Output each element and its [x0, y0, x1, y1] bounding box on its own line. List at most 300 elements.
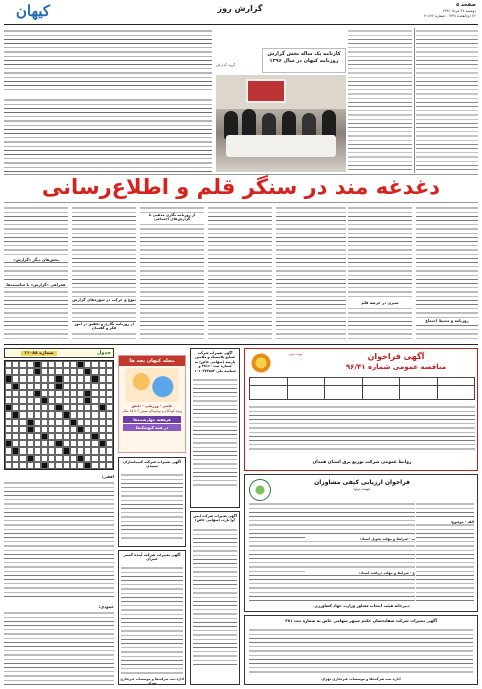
crossword-cell	[77, 455, 84, 462]
consultant-body-main	[249, 501, 415, 601]
down-clues	[4, 610, 114, 685]
crossword-cell	[12, 447, 19, 454]
kids-line-4: در همه کیوسک‌ها	[123, 424, 181, 431]
crossword-cell[interactable]	[84, 426, 91, 433]
crossword-cell[interactable]	[48, 462, 55, 469]
notice-change-5	[244, 615, 478, 685]
crossword-cell[interactable]	[27, 397, 34, 404]
crossword-cell[interactable]	[91, 419, 98, 426]
crossword-cell[interactable]	[91, 426, 98, 433]
crossword-cell[interactable]	[41, 426, 48, 433]
crossword-cell[interactable]	[77, 397, 84, 404]
crossword-cell	[77, 426, 84, 433]
crossword-cell[interactable]	[84, 447, 91, 454]
crossword-cell[interactable]	[63, 404, 70, 411]
crossword-cell[interactable]	[48, 440, 55, 447]
crossword-cell[interactable]	[106, 368, 113, 375]
crossword-cell[interactable]	[5, 368, 12, 375]
notice-change-3-title: آگهی تغییرات شرکت آینده گستر عمران	[123, 553, 181, 561]
crossword-cell[interactable]	[55, 447, 62, 454]
crossword-cell[interactable]	[5, 361, 12, 368]
crossword-cell[interactable]	[99, 462, 106, 469]
crossword-cell[interactable]	[77, 390, 84, 397]
puzzle-number: شماره ۱۱۰۸۸	[21, 351, 57, 356]
crossword-cell[interactable]	[27, 361, 34, 368]
crossword-cell[interactable]	[19, 440, 26, 447]
crossword-cell[interactable]	[12, 368, 19, 375]
crossword-cell[interactable]	[91, 455, 98, 462]
crossword-cell[interactable]	[77, 440, 84, 447]
consultant-note-c: ج - شرایط و مهلت دریافت اسناد:	[305, 571, 415, 575]
crossword-cell[interactable]	[84, 411, 91, 418]
crossword-cell[interactable]	[41, 390, 48, 397]
crossword-cell[interactable]	[34, 447, 41, 454]
crossword-cell[interactable]	[48, 383, 55, 390]
section-title: گزارش روز	[217, 4, 263, 13]
crossword-cell[interactable]	[55, 462, 62, 469]
crossword-cell[interactable]	[99, 397, 106, 404]
right-column-text	[416, 28, 478, 173]
crossword-cell[interactable]	[77, 383, 84, 390]
crossword-cell[interactable]	[106, 383, 113, 390]
crossword-cell	[55, 440, 62, 447]
crossword-cell[interactable]	[12, 397, 19, 404]
crossword-cell[interactable]	[106, 447, 113, 454]
crossword-cell[interactable]	[55, 411, 62, 418]
crossword-cell[interactable]	[106, 433, 113, 440]
crossword-cell[interactable]	[48, 390, 55, 397]
crossword-cell[interactable]	[55, 419, 62, 426]
crossword-cell[interactable]	[12, 404, 19, 411]
crossword-cell[interactable]	[91, 404, 98, 411]
crossword-cell[interactable]	[77, 375, 84, 382]
crossword-cell[interactable]	[48, 361, 55, 368]
crossword-cell[interactable]	[5, 383, 12, 390]
crossword-grid[interactable]	[4, 360, 114, 470]
crossword-cell	[34, 361, 41, 368]
crossword-cell[interactable]	[99, 375, 106, 382]
intro-text-2	[4, 97, 212, 173]
crossword-cell[interactable]	[48, 404, 55, 411]
crossword-cell[interactable]	[55, 455, 62, 462]
crossword-cell[interactable]	[19, 455, 26, 462]
consultant-subtitle: (نوبت دوم)	[353, 487, 371, 491]
header-rule	[4, 24, 478, 25]
puzzle-header	[4, 348, 114, 358]
crossword-cell[interactable]	[55, 426, 62, 433]
crossword-cell[interactable]	[48, 411, 55, 418]
crossword-cell	[27, 419, 34, 426]
crossword-cell[interactable]	[12, 440, 19, 447]
crossword-cell[interactable]	[27, 411, 34, 418]
crossword-cell[interactable]	[84, 419, 91, 426]
body-col-5	[276, 205, 346, 342]
consultant-body-right	[416, 501, 474, 601]
crossword-cell[interactable]	[5, 455, 12, 462]
crossword-cell[interactable]	[63, 375, 70, 382]
crossword-cell[interactable]	[63, 390, 70, 397]
crossword-cell[interactable]	[12, 455, 19, 462]
crossword-cell[interactable]	[48, 419, 55, 426]
tender-table	[249, 377, 475, 400]
crossword-cell[interactable]	[99, 411, 106, 418]
tender-subtitle: مناقصه عمومی شماره ۹۶/۴۱	[345, 363, 447, 371]
crossword-cell[interactable]	[99, 361, 106, 368]
crossword-cell[interactable]	[19, 375, 26, 382]
crossword-cell[interactable]	[91, 361, 98, 368]
crossword-cell[interactable]	[84, 404, 91, 411]
crossword-cell[interactable]	[41, 455, 48, 462]
crossword-cell	[63, 411, 70, 418]
crossword-cell[interactable]	[63, 368, 70, 375]
kids-line-3: هرهفته چهارشنبه‌ها	[123, 416, 181, 423]
crossword-cell[interactable]	[41, 375, 48, 382]
crossword-cell[interactable]	[55, 390, 62, 397]
crossword-cell	[55, 375, 62, 382]
crossword-cell[interactable]	[106, 397, 113, 404]
crossword-cell[interactable]	[70, 440, 77, 447]
crossword-cell[interactable]	[5, 447, 12, 454]
crossword-cell[interactable]	[106, 390, 113, 397]
crossword-cell	[63, 447, 70, 454]
crossword-cell[interactable]	[70, 447, 77, 454]
crossword-cell[interactable]	[27, 390, 34, 397]
crossword-cell	[34, 390, 41, 397]
crossword-cell[interactable]	[77, 419, 84, 426]
feature-caption: کارنامه یک ساله بخش گزارش روزنامه کیهان در سال ۱۳۹۶	[262, 48, 346, 73]
crossword-cell[interactable]	[19, 404, 26, 411]
crossword-cell[interactable]	[41, 368, 48, 375]
crossword-cell[interactable]	[63, 440, 70, 447]
crossword-cell[interactable]	[70, 375, 77, 382]
across-label: افقی:	[101, 474, 114, 479]
tender-table-header	[250, 378, 475, 386]
crossword-cell[interactable]	[19, 361, 26, 368]
crossword-cell[interactable]	[34, 375, 41, 382]
crossword-cell[interactable]	[41, 383, 48, 390]
body-col-4	[208, 205, 272, 342]
crossword-cell[interactable]	[41, 411, 48, 418]
crossword-cell[interactable]	[41, 440, 48, 447]
crossword-cell[interactable]	[48, 447, 55, 454]
puzzle-title: جدول	[97, 350, 111, 356]
crossword-cell[interactable]	[48, 426, 55, 433]
crossword-cell[interactable]	[19, 462, 26, 469]
crossword-cell[interactable]	[19, 433, 26, 440]
crossword-cell[interactable]	[12, 433, 19, 440]
crossword-cell[interactable]	[70, 397, 77, 404]
notice-change-1	[190, 348, 240, 508]
crossword-cell[interactable]	[19, 368, 26, 375]
notice-change-3-body	[121, 565, 183, 675]
tender-table-row	[250, 386, 475, 400]
crossword-cell[interactable]	[12, 375, 19, 382]
crossword-cell[interactable]	[70, 404, 77, 411]
page-number: صفحه ۵	[456, 2, 476, 8]
crossword-cell[interactable]	[55, 433, 62, 440]
crossword-cell[interactable]	[106, 411, 113, 418]
consultant-note-a: الف - موضوع:	[416, 520, 474, 524]
crossword-cell[interactable]	[99, 433, 106, 440]
tender-body	[249, 404, 475, 452]
crossword-cell[interactable]	[70, 433, 77, 440]
crossword-cell	[84, 390, 91, 397]
crossword-cell[interactable]	[91, 447, 98, 454]
crossword-cell[interactable]	[41, 447, 48, 454]
crossword-cell[interactable]	[12, 426, 19, 433]
crossword-cell[interactable]	[27, 447, 34, 454]
crossword-cell[interactable]	[84, 361, 91, 368]
crossword-cell[interactable]	[70, 455, 77, 462]
notice-change-4-body	[193, 527, 237, 667]
crossword-cell[interactable]	[34, 440, 41, 447]
crossword-cell[interactable]	[5, 462, 12, 469]
crossword-cell[interactable]	[106, 455, 113, 462]
crossword-cell[interactable]	[27, 440, 34, 447]
crossword-cell[interactable]	[106, 375, 113, 382]
crossword-cell[interactable]	[77, 404, 84, 411]
crossword-cell[interactable]	[34, 383, 41, 390]
crossword-cell[interactable]	[55, 361, 62, 368]
crossword-cell[interactable]	[77, 462, 84, 469]
tender-logo	[249, 353, 273, 373]
crossword-cell	[84, 397, 91, 404]
body-subhead-right-2: سیری در عرصه قلم	[348, 300, 412, 305]
crossword-cell[interactable]	[84, 440, 91, 447]
crossword-cell[interactable]	[63, 433, 70, 440]
crossword-cell	[27, 455, 34, 462]
kids-illustration	[125, 368, 179, 402]
crossword-cell[interactable]	[55, 397, 62, 404]
crossword-cell[interactable]	[34, 433, 41, 440]
crossword-cell[interactable]	[19, 383, 26, 390]
crossword-cell[interactable]	[77, 411, 84, 418]
crossword-cell[interactable]	[41, 419, 48, 426]
crossword-cell[interactable]	[99, 447, 106, 454]
crossword-cell	[41, 433, 48, 440]
crossword-cell[interactable]	[77, 447, 84, 454]
down-label: عمودی:	[80, 604, 114, 609]
crossword-cell[interactable]	[12, 419, 19, 426]
kids-line-1: علمی - ورزشی - دانش	[131, 404, 173, 408]
body-col-1	[4, 205, 68, 342]
crossword-cell[interactable]	[106, 419, 113, 426]
crossword-cell[interactable]	[55, 368, 62, 375]
photo-person	[242, 109, 256, 137]
crossword-cell[interactable]	[106, 440, 113, 447]
crossword-cell[interactable]	[19, 411, 26, 418]
body-subhead-mid: از روزنامه نگاری مذهبی تا گزارش‌های اجتماعی	[140, 213, 204, 221]
crossword-cell	[5, 440, 12, 447]
crossword-cell[interactable]	[91, 390, 98, 397]
crossword-cell[interactable]	[70, 426, 77, 433]
crossword-cell[interactable]	[19, 419, 26, 426]
headline-rule-bottom	[4, 202, 478, 203]
body-subhead-left-4: از روزنامه نگاری و تحقیق در امور فکر و گفتمان	[72, 322, 136, 330]
notice-change-1-body	[193, 377, 237, 487]
photo-table	[226, 135, 336, 157]
crossword-cell[interactable]	[99, 426, 106, 433]
crossword-cell[interactable]	[19, 390, 26, 397]
kids-magazine-ad	[118, 355, 186, 453]
crossword-cell[interactable]	[63, 419, 70, 426]
notice-change-5-title: آگهی تغییرات شرکت شفابخشان حکیم سپهر سهامی خاص به شماره ثبت ۳۸۱	[285, 618, 437, 623]
crossword-cell[interactable]	[34, 462, 41, 469]
notice-change-4-title: آگهی تغییرات شرکت ایمن آوا پارت (سهامی خاص)	[193, 514, 237, 523]
crossword-cell[interactable]	[5, 390, 12, 397]
notice-change-3-office: اداره ثبت شرکت‌ها و موسسات غیرتجاری تهران	[119, 677, 185, 685]
crossword-cell[interactable]	[12, 361, 19, 368]
crossword-cell[interactable]	[106, 426, 113, 433]
crossword-cell[interactable]	[34, 411, 41, 418]
crossword-cell	[5, 404, 12, 411]
body-col-6	[348, 205, 412, 342]
crossword-cell[interactable]	[70, 411, 77, 418]
crossword-cell[interactable]	[70, 462, 77, 469]
crossword-cell	[41, 397, 48, 404]
crossword-cell[interactable]	[41, 404, 48, 411]
body-subhead-left: بخش‌های دیگر «گزارش»	[4, 257, 68, 262]
consultant-ad	[244, 474, 478, 612]
crossword-cell[interactable]	[70, 390, 77, 397]
column-rule-1	[414, 28, 415, 173]
crossword-cell[interactable]	[12, 462, 19, 469]
newspaper-logo: کیهان	[15, 2, 51, 20]
crossword-cell	[55, 383, 62, 390]
crossword-cell[interactable]	[99, 419, 106, 426]
body-subhead-left-3: همراهی «گزارش» با مناسبت‌ها	[4, 282, 68, 287]
tender-ad	[244, 348, 478, 471]
crossword-cell[interactable]	[34, 426, 41, 433]
crossword-cell[interactable]	[70, 361, 77, 368]
crossword-cell	[91, 375, 98, 382]
crossword-cell[interactable]	[34, 419, 41, 426]
notice-change-2-title: آگهی تغییرات شرکت کیمیاسازان سپیدی	[122, 460, 182, 468]
notice-change-3	[118, 550, 186, 685]
crossword-cell[interactable]	[77, 368, 84, 375]
crossword-cell[interactable]	[106, 404, 113, 411]
crossword-cell[interactable]	[27, 368, 34, 375]
crossword-cell[interactable]	[91, 397, 98, 404]
crossword-cell[interactable]	[84, 455, 91, 462]
crossword-cell[interactable]	[27, 375, 34, 382]
crossword-cell[interactable]	[5, 397, 12, 404]
crossword-cell[interactable]	[34, 455, 41, 462]
crossword-cell[interactable]	[5, 426, 12, 433]
tender-footer: روابط عمومی شرکت توزیع برق استان همدان	[312, 460, 412, 465]
crossword-cell	[41, 462, 48, 469]
crossword-cell[interactable]	[48, 375, 55, 382]
notice-change-2	[118, 457, 186, 547]
crossword-cell[interactable]	[63, 383, 70, 390]
crossword-cell[interactable]	[84, 375, 91, 382]
crossword-cell	[91, 433, 98, 440]
crossword-cell[interactable]	[99, 455, 106, 462]
across-clues	[4, 480, 114, 600]
crossword-cell[interactable]	[19, 426, 26, 433]
crossword-cell[interactable]	[99, 383, 106, 390]
crossword-cell[interactable]	[106, 462, 113, 469]
issue-number: ۲۶ ذی‌القعده ۱۴۳۸ - شماره ۲۱۶۷۶	[424, 14, 476, 18]
crossword-cell[interactable]	[48, 368, 55, 375]
crossword-cell	[99, 404, 106, 411]
tender-round: نوبت دوم	[289, 352, 303, 356]
crossword-cell[interactable]	[27, 383, 34, 390]
crossword-cell[interactable]	[63, 361, 70, 368]
crossword-cell[interactable]	[63, 455, 70, 462]
consultant-note-b: ب - شرایط و مهلت تحویل اسناد:	[305, 537, 415, 541]
tender-title: آگهی فراخوان	[367, 352, 425, 361]
crossword-cell[interactable]	[99, 368, 106, 375]
photo-person	[322, 110, 336, 138]
notice-change-5-office: اداره ثبت شرکت‌ها و موسسات غیرتجاری تهران	[321, 677, 401, 681]
crossword-cell[interactable]	[5, 433, 12, 440]
crossword-cell[interactable]	[91, 411, 98, 418]
crossword-cell[interactable]	[63, 397, 70, 404]
notice-change-5-body	[249, 627, 473, 675]
crossword-cell[interactable]	[48, 455, 55, 462]
crossword-cell[interactable]	[5, 419, 12, 426]
crossword-cell	[99, 440, 106, 447]
crossword-cell[interactable]	[34, 404, 41, 411]
crossword-cell[interactable]	[70, 368, 77, 375]
crossword-cell[interactable]	[27, 433, 34, 440]
crossword-cell[interactable]	[27, 462, 34, 469]
crossword-cell[interactable]	[19, 397, 26, 404]
kids-line-2: ویژه کودکان و نوجوانان سنین ۶ تا ۱۵ سال	[122, 409, 182, 413]
crossword-cell	[55, 404, 62, 411]
crossword-cell	[84, 368, 91, 375]
body-subhead-right-3: روزنامه و محیط اجتماع	[416, 318, 478, 323]
crossword-cell	[70, 419, 77, 426]
issue-meta	[424, 9, 476, 19]
body-col-3	[140, 205, 204, 342]
crossword-cell[interactable]	[91, 383, 98, 390]
crossword-cell[interactable]	[91, 440, 98, 447]
newsroom-photo	[216, 75, 346, 172]
crossword-cell[interactable]	[70, 383, 77, 390]
consultant-logo	[249, 479, 271, 501]
crossword-cell[interactable]	[91, 462, 98, 469]
crossword-cell	[5, 375, 12, 382]
crossword-cell[interactable]	[91, 368, 98, 375]
photo-board	[246, 79, 286, 103]
crossword-cell[interactable]	[48, 397, 55, 404]
kids-title: مجله کیهان بچه ها	[119, 356, 185, 366]
crossword-cell[interactable]	[5, 411, 12, 418]
crossword-cell[interactable]	[12, 390, 19, 397]
crossword-cell[interactable]	[99, 390, 106, 397]
crossword-cell[interactable]	[84, 383, 91, 390]
consultant-footer: دبیرخانه هیئت انتخاب مشاور وزارت جهاد کشاورزی	[314, 603, 410, 608]
crossword-cell[interactable]	[63, 462, 70, 469]
main-headline: دغدغه مند در سنگر قلم و اطلاع‌رسانی	[41, 175, 441, 199]
crossword-cell[interactable]	[84, 433, 91, 440]
crossword-cell[interactable]	[77, 433, 84, 440]
column-text-2	[348, 28, 412, 173]
crossword-cell[interactable]	[63, 426, 70, 433]
crossword-cell[interactable]	[34, 397, 41, 404]
crossword-cell	[27, 426, 34, 433]
crossword-cell[interactable]	[48, 433, 55, 440]
crossword-cell[interactable]	[19, 447, 26, 454]
section-divider	[4, 344, 478, 345]
crossword-cell[interactable]	[27, 404, 34, 411]
crossword-cell[interactable]	[106, 361, 113, 368]
notice-change-1-title: آگهی تغییرات شرکت صنایع پلاستیک و ملامین پارسه (سهامی خاص) به شماره ثبت ۲۸۱۶۰ و شناسه ملی ۱۰۱۰۲۷۳۵۸۲	[194, 351, 236, 373]
crossword-cell[interactable]	[41, 361, 48, 368]
notice-change-4	[190, 511, 240, 685]
